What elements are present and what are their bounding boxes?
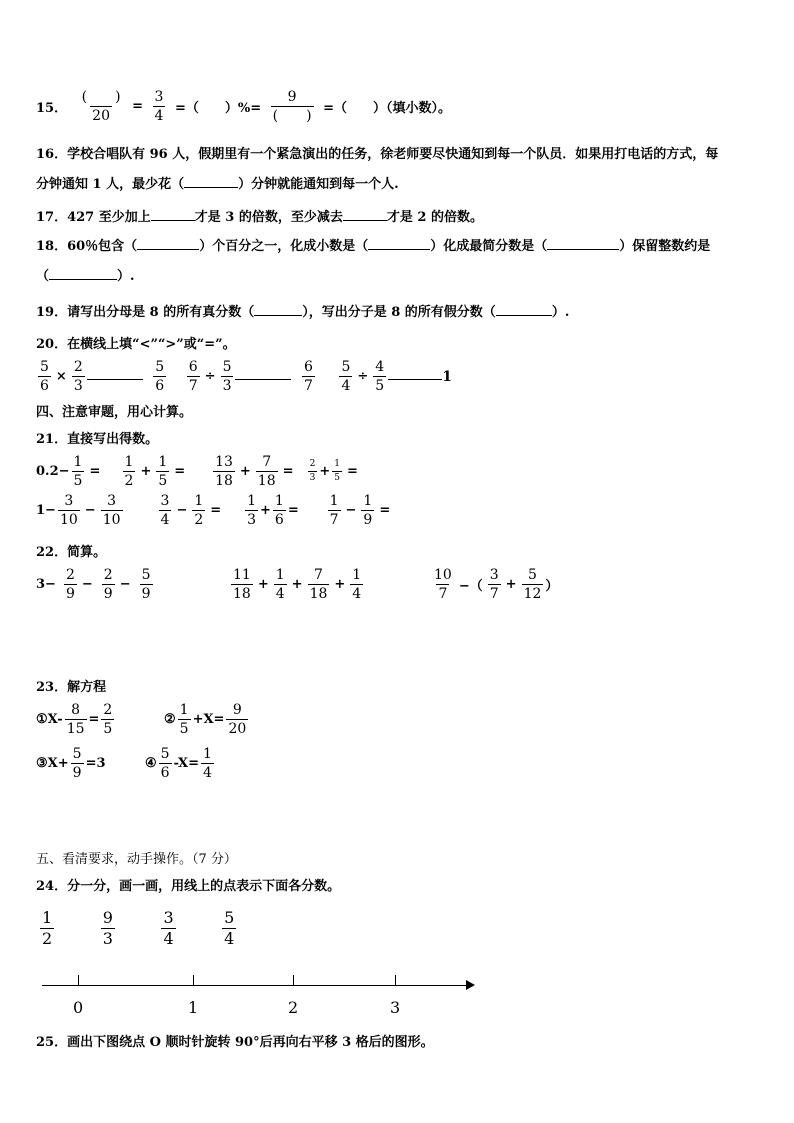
compare-blank[interactable] bbox=[235, 367, 291, 380]
section-5-heading: 五、看清要求，动手操作。（7 分） bbox=[36, 852, 237, 867]
fraction-item: $\frac{1}{2}$ bbox=[42, 908, 53, 948]
fraction: $\frac{( )}{20}$ bbox=[81, 89, 121, 124]
number-line[interactable] bbox=[42, 985, 468, 986]
question-20-title: 20．在横线上填“<”“>”或“=”。 bbox=[36, 337, 236, 352]
fraction-item: $\frac{5}{4}$ bbox=[224, 908, 235, 948]
question-22-expr-a: 3− $\frac{2}{9}$ − $\frac{2}{9}$ − $\frac{5}{9}$ bbox=[36, 567, 151, 602]
question-24-title: 24．分一分，画一画，用线上的点表示下面各分数。 bbox=[36, 879, 341, 894]
tick-label: 2 bbox=[288, 998, 299, 1017]
question-21-row-1: 0.2− $\frac{1}{5}$ = $\frac{1}{2}$ + $\frac{1}{5}$ = $\frac{13}{18}$ + $\frac{7}{18}$ = $\frac{2}{3}$ + $\frac{1}{5}$ = bbox=[36, 454, 358, 489]
compare-blank[interactable] bbox=[388, 367, 442, 380]
answer-blank[interactable] bbox=[368, 237, 430, 250]
question-22-expr-c: $\frac{10}{7}$ −（ $\frac{3}{7}$ + $\frac{5}{12}$ ） bbox=[434, 567, 559, 602]
fraction-item: $\frac{9}{3}$ bbox=[102, 908, 113, 948]
tick-label: 1 bbox=[188, 998, 199, 1017]
tick-mark bbox=[293, 975, 294, 985]
question-25: 25．画出下图绕点 O 顺时针旋转 90°后再向右平移 3 格后的图形。 bbox=[36, 1035, 434, 1050]
tick-label: 0 bbox=[73, 998, 84, 1017]
question-16: 16．学校合唱队有 96 人，假期里有一个紧急演出的任务，徐老师要尽快通知到每一个队员．如果用打电话的方式，每 分钟通知 1 人，最少花（ ）分钟就能通知到每一个人. bbox=[36, 147, 719, 192]
question-21-row-2: 1− $\frac{3}{10}$ − $\frac{3}{10}$ $\frac{3}{4}$ − $\frac{1}{2}$ = $\frac{1}{3}$ + $\frac{1}{6}$ = $\frac{1}{7}$ − $\frac{1}{9}$ = bbox=[36, 493, 391, 528]
section-4-heading: 四、注意审题，用心计算。 bbox=[36, 405, 193, 420]
answer-blank[interactable] bbox=[547, 237, 619, 250]
arrow-icon bbox=[466, 980, 475, 990]
question-number: 15． bbox=[36, 101, 68, 116]
question-21-title: 21．直接写出得数。 bbox=[36, 432, 159, 447]
answer-blank[interactable] bbox=[496, 303, 552, 316]
question-20-comparisons: $\frac{5}{6}$ × $\frac{2}{3}$ $\frac{5}{6}$ $\frac{6}{7}$ ÷ $\frac{5}{3}$ $\frac{6}{7}$ $\frac{5}{4}$ ÷ $\frac{4}{5}$ 1 bbox=[40, 359, 452, 394]
equation-2: ② $\frac{1}{5}$ +X= $\frac{9}{20}$ bbox=[164, 702, 247, 737]
question-18: 18．60％包含（ ）个百分之一，化成小数是（ ）化成最简分数是（ ）保留整数约是 （ ）. bbox=[36, 239, 711, 284]
tick-label: 3 bbox=[390, 998, 401, 1017]
equation-3: ③X+ $\frac{5}{9}$ =3 bbox=[36, 746, 106, 781]
question-15: 15． $\frac{( )}{20}$ = $\frac{3}{4}$ =（ ）%= $\frac{9}{( )}$ =（ ）（填小数）。 bbox=[36, 89, 452, 124]
tick-mark bbox=[193, 975, 194, 985]
answer-blank[interactable] bbox=[151, 208, 195, 221]
answer-blank[interactable] bbox=[343, 208, 387, 221]
answer-blank[interactable] bbox=[184, 175, 238, 188]
equation-4: ④ $\frac{5}{6}$ -X= $\frac{1}{4}$ bbox=[145, 746, 212, 781]
answer-blank[interactable] bbox=[49, 267, 117, 280]
question-22-title: 22．简算。 bbox=[36, 545, 107, 560]
compare-blank[interactable] bbox=[87, 367, 143, 380]
question-19: 19．请写出分母是 8 的所有真分数（ ），写出分子是 8 的所有假分数（ ）. bbox=[36, 305, 570, 320]
tick-mark bbox=[78, 975, 79, 985]
fraction-item: $\frac{3}{4}$ bbox=[163, 908, 174, 948]
question-24-fractions bbox=[38, 910, 238, 947]
question-17: 17．427 至少加上 才是 3 的倍数，至少减去 才是 2 的倍数。 bbox=[36, 210, 483, 225]
question-22-expr-b: $\frac{11}{18}$ + $\frac{1}{4}$ + $\frac{7}{18}$ + $\frac{1}{4}$ bbox=[233, 567, 362, 602]
equation-1: ①X- $\frac{8}{15}$ = $\frac{2}{5}$ bbox=[36, 702, 113, 737]
fraction: $\frac{9}{( )}$ bbox=[272, 89, 312, 124]
question-23-title: 23．解方程 bbox=[36, 680, 107, 695]
fraction: $\frac{3}{4}$ bbox=[154, 89, 164, 124]
answer-blank[interactable] bbox=[254, 303, 302, 316]
tick-mark bbox=[395, 975, 396, 985]
answer-blank[interactable] bbox=[137, 237, 199, 250]
